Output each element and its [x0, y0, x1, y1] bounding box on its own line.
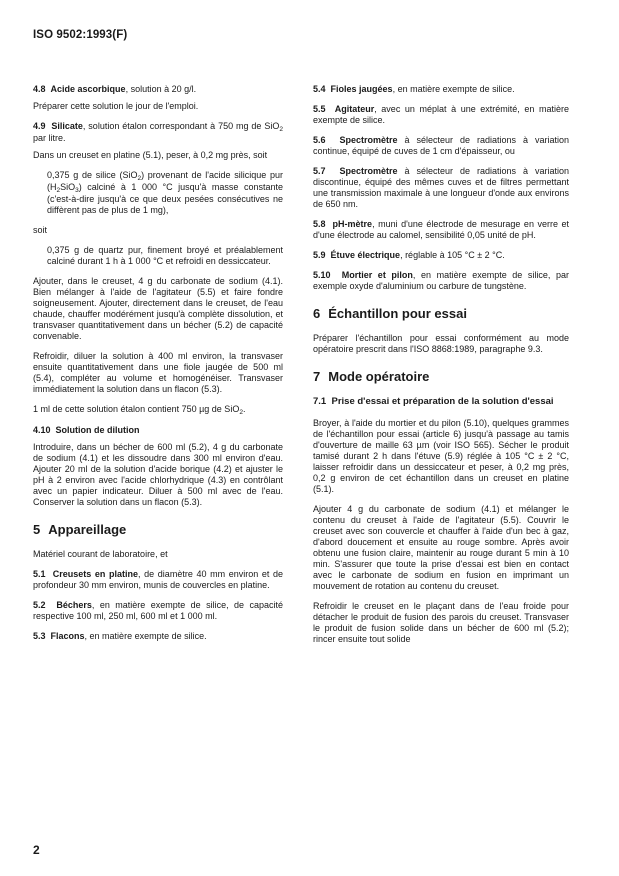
clause-number: 5.2 [33, 600, 46, 610]
option-silica [47, 170, 283, 216]
section-number: 6 [313, 306, 321, 321]
paragraph: Préparer cette solution le jour de l'emploi. [33, 101, 199, 111]
clause-title: Agitateur [334, 104, 375, 114]
text-run: ) provenant de l'acide silicique pur (H [47, 170, 284, 192]
clause-text: , avec un méplat à une extrémité, en matière exempte de silice. [313, 104, 569, 125]
paragraph [33, 404, 283, 416]
clause-title: Spectromètre [339, 166, 398, 176]
clause-number: 5.8 [313, 219, 326, 229]
clause-number: 5.6 [313, 135, 326, 145]
subscript: 3 [75, 187, 79, 194]
clause-title: Solution de dilution [55, 425, 140, 435]
subsection-7-1-heading [313, 396, 569, 408]
text-run: 0,375 g de silice (SiO [47, 170, 138, 180]
clause-title: pH-mètre [332, 219, 373, 229]
subsection-number: 7.1 [313, 396, 327, 407]
clause-5-2 [33, 600, 283, 622]
section-title: Appareillage [48, 522, 127, 537]
clause-title: Béchers [56, 600, 92, 610]
subscript: 2 [279, 126, 283, 133]
clause-title: Étuve électrique [330, 250, 401, 260]
clause-number: 5.7 [313, 166, 326, 176]
section-number: 5 [33, 522, 41, 537]
clause-text: à sélecteur de radiations à variation continue, équipé de cuves de 1 cm d'épaisseur, ou [313, 135, 569, 156]
subscript: 2 [239, 409, 243, 416]
clause-text: , solution à 20 g/l. [125, 84, 197, 94]
clause-number: 5.4 [313, 84, 326, 94]
subsection-title: Prise d'essai et préparation de la solution d'essai [331, 396, 554, 407]
clause-number: 4.8 [33, 84, 46, 94]
paragraph: Broyer, à l'aide du mortier et du pilon (5.10), quelques grammes de l'échantillon pour essai (article 6) jusqu'à passage au tamis d'ouverture de maille 63 µm (voir ISO 565). Sécher le produit tamisé durant 2 h dans l'étuve (5.9) réglée à 105 °C ± 2 °C, laisser refroidir dans un dessiccateur et peser, à 0,2 mg près, 0,2 g environ de cet échantillon dans un creuset en platine (5.1). [313, 418, 569, 494]
clause-text: , de diamètre 40 mm environ et de profondeur 30 mm environ, munis de couvercles en platine. [33, 569, 283, 590]
clause-text: , muni d'une électrode de mesurage en verre et d'une électrode au calomel, sensibilité 0,05 unité de pH. [313, 219, 569, 240]
clause-5-7 [313, 166, 569, 210]
clause-number: 4.9 [33, 121, 46, 131]
section-6-heading [313, 306, 569, 321]
clause-title: Flacons [50, 631, 85, 641]
paragraph: Introduire, dans un bécher de 600 ml (5.2), 4 g du carbonate de sodium (4.1) et les dissoudre dans 300 ml environ d'eau. Ajouter 20 ml de la solution d'acide borique (4.2) et ajuster le pH à 2 environ avec l'acide chlorhydrique (4.3) en contrôlant avec un papier indicateur. Diluer à 500 ml avec de l'eau. Conserver la solution dans un flacon (5.3). [33, 442, 283, 507]
clause-text: à sélecteur de radiations à variation discontinue, équipé des mêmes cuves et de filtres permettant une transmission maximale à une longueur d'onde aux environs de 650 nm. [313, 166, 569, 209]
text-run: . [242, 404, 246, 414]
clause-5-9 [313, 250, 569, 261]
paragraph: Refroidir, diluer la solution à 400 ml environ, la transvaser ensuite quantitativement dans une fiole jaugée de 500 ml (5.4), compléter au volume et homogénéiser. Transvaser immédiatement la solution dans un flacon (5.3). [33, 351, 283, 394]
clause-text: par litre. [33, 133, 66, 143]
text-run: ) calciné à 1 000 °C jusqu'à masse constante (c'est-à-dire jusqu'à ce que deux pesées consécutives ne diffèrent pas de plus de 1 mg), [47, 182, 283, 215]
section-title: Mode opératoire [328, 369, 430, 384]
clause-5-4 [313, 84, 569, 95]
clause-5-10 [313, 270, 569, 292]
section-5-heading [33, 522, 283, 537]
clause-number: 5.10 [313, 270, 331, 280]
clause-5-5 [313, 104, 569, 126]
paragraph-soit: soit [33, 225, 48, 235]
text-run: SiO [60, 182, 76, 192]
left-column [33, 84, 283, 651]
clause-5-1 [33, 569, 283, 591]
subscript: 2 [137, 175, 142, 182]
clause-number: 5.1 [33, 569, 46, 579]
section-number: 7 [313, 369, 321, 384]
paragraph: Préparer l'échantillon pour essai conformément au mode opératoire prescrit dans l'ISO 8868:1989, paragraphe 9.3. [313, 333, 569, 354]
paragraph: Matériel courant de laboratoire, et [33, 549, 168, 559]
clause-5-6 [313, 135, 569, 157]
clause-title: Mortier et pilon [341, 270, 413, 280]
clause-title: Spectromètre [339, 135, 398, 145]
section-title: Échantillon pour essai [328, 306, 467, 321]
clause-5-3 [33, 631, 283, 642]
clause-text: , en matière exempte de silice, par exemple oxyde d'aluminium ou carbure de tungstène. [313, 270, 569, 291]
clause-title: Fioles jaugées [330, 84, 393, 94]
clause-number: 5.5 [313, 104, 326, 114]
clause-title: Creusets en platine [52, 569, 139, 579]
clause-title: Acide ascorbique [50, 84, 126, 94]
paragraph: Refroidir le creuset en le plaçant dans de l'eau froide pour détacher le produit de fusion des parois du creuset. Transvaser le produit de fusion solide dans un bécher de 600 ml (5.2); rincer ensuite tout solide [313, 601, 569, 644]
clause-text: , en matière exempte de silice, de capacité respective 100 ml, 250 ml, 600 ml et 1 000 ml. [33, 600, 283, 621]
clause-text: , solution étalon correspondant à 750 mg de SiO [82, 121, 280, 131]
text-run: 1 ml de cette solution étalon contient 750 µg de SiO [33, 404, 240, 414]
page-number: 2 [33, 843, 40, 857]
option-quartz: 0,375 g de quartz pur, finement broyé et préalablement calciné durant 1 h à 1 000 °C et refroidi en dessiccateur. [47, 245, 283, 266]
clause-4-8-heading [33, 84, 283, 95]
paragraph: Dans un creuset en platine (5.1), peser, à 0,2 mg près, soit [33, 150, 268, 160]
right-column [313, 84, 569, 654]
clause-text: , en matière exempte de silice. [392, 84, 515, 94]
clause-4-10-heading [33, 425, 283, 436]
section-7-heading [313, 369, 569, 384]
clause-number: 5.3 [33, 631, 46, 641]
clause-title: Silicate [51, 121, 83, 131]
clause-number: 4.10 [33, 425, 51, 435]
subscript: 2 [56, 187, 61, 194]
clause-text: , réglable à 105 °C ± 2 °C. [400, 250, 505, 260]
paragraph: Ajouter, dans le creuset, 4 g du carbonate de sodium (4.1). Bien mélanger à l'aide de l'agitateur (5.5) et faire fondre soigneusement. Ajouter, directement dans le creuset, de l'eau chaude, chauffer modérément jusqu'à complète dissolution, et transvaser quantitativement dans un bécher (5.2) de capacité convenable. [33, 276, 283, 341]
clause-4-9-heading [33, 121, 283, 144]
paragraph: Ajouter 4 g du carbonate de sodium (4.1) et mélanger le contenu du creuset à l'aide de l'agitateur (5.5). Couvrir le creuset avec son couvercle et chauffer à l'aide d'un bec à gaz, d'abord doucement et ensuite au rouge sombre. Après avoir obtenu une fusion claire, maintenir au rouge durant 5 min à 10 min. S'assurer que toute la prise d'essai est bien en contact avec le carbonate de sodium en fusion en imprimant un mouvement de rotation au contenu du creuset. [313, 504, 569, 591]
clause-text: , en matière exempte de silice. [84, 631, 207, 641]
document-header: ISO 9502:1993(F) [33, 29, 128, 41]
clause-number: 5.9 [313, 250, 326, 260]
clause-5-8 [313, 219, 569, 241]
